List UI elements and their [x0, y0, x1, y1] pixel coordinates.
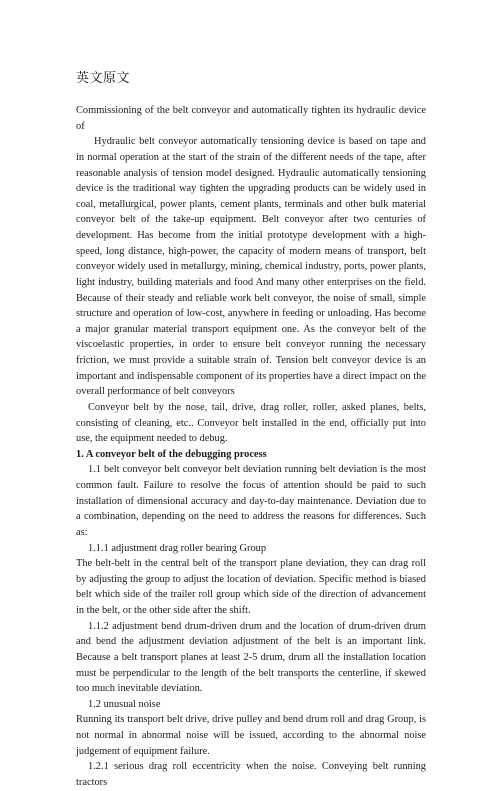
- subheading-1-2: 1.2 unusual noise: [88, 698, 161, 710]
- paragraph-components: Conveyor belt by the nose, tail, drive, drag roller, roller, asked planes, belts, consisting of cleaning, etc.. Conveyor belt installed in the end, officially put into use, the equipment needed to debug.: [76, 401, 426, 445]
- document-heading: 英文原文: [76, 71, 131, 86]
- paragraph-1-1-2: 1.1.2 adjustment bend drum-driven drum and the location of drum-driven drum and bend the adjustment deviation adjustment of the belt is an important link. Because a belt transport planes at least 2-5 drum, drum all the installation location must be perpendicular to the length of the belt transports the centerline, if skewed too much inevitable deviation.: [76, 620, 426, 695]
- paragraph-intro: Hydraulic belt conveyor automatically tensioning device is based on tape and in normal operation at the start of the strain of the different needs of the tape, after reasonable analysis of tension model designed. Hydraulic automatically tensioning device is the traditional way tighten the upgrading products can be widely used in coal, metallurgical, power plants, cement plants, terminals and other bulk material conveyor belt of the take-up equipment. Belt conveyor after two centuries of development. Has become from the initial prototype development with a high-speed, long distance, high-power, the capacity of modern means of transport, belt conveyor widely used in metallurgy, mining, chemical industry, ports, power plants, light industry, building materials and food And many other enterprises on the field. Because of their steady and reliable work belt conveyor, the noise of small, simple structure and operation of low-cost, anywhere in feeding or unloading. Has become a major granular material transport equipment one. As the conveyor belt of the viscoelastic properties, in order to ensure belt conveyor running the necessary friction, we must provide a suitable strain of. Tension belt conveyor device is an important and indispensable component of its properties have a direct impact on the overall performance of belt conveyors: [76, 136, 426, 398]
- section-heading-1: 1. A conveyor belt of the debugging process: [76, 448, 267, 460]
- paragraph-1-1-1: The belt-belt in the central belt of the transport plane deviation, they can drag roll by adjusting the group to adjust the location of deviation. Specific method is biased belt which side of the trailer roll group which side of the direction of advancement in the belt, or the other side after the shift.: [76, 558, 426, 616]
- paragraph-1-2: Running its transport belt drive, drive pulley and bend drum roll and drag Group, is not normal in abnormal noise will be issued, according to the abnormal noise judgement of equipment failure.: [76, 714, 426, 757]
- paragraph-1-2-1: 1.2.1 serious drag roll eccentricity when the noise. Conveying belt running tractors: [76, 761, 426, 788]
- article-title: Commissioning of the belt conveyor and automatically tighten its hydraulic device of: [76, 105, 426, 132]
- paragraph-1-1: 1.1 belt conveyor belt conveyor belt deviation running belt deviation is the most common fault. Failure to resolve the focus of attention should be paid to such installation of dimensional accuracy and day-to-day maintenance. Deviation due to a combination, depending on the need to address the reasons for differences. Such as:: [76, 464, 426, 538]
- subheading-1-1-1: 1.1.1 adjustment drag roller bearing Group: [88, 542, 267, 554]
- document-body: [76, 103, 426, 791]
